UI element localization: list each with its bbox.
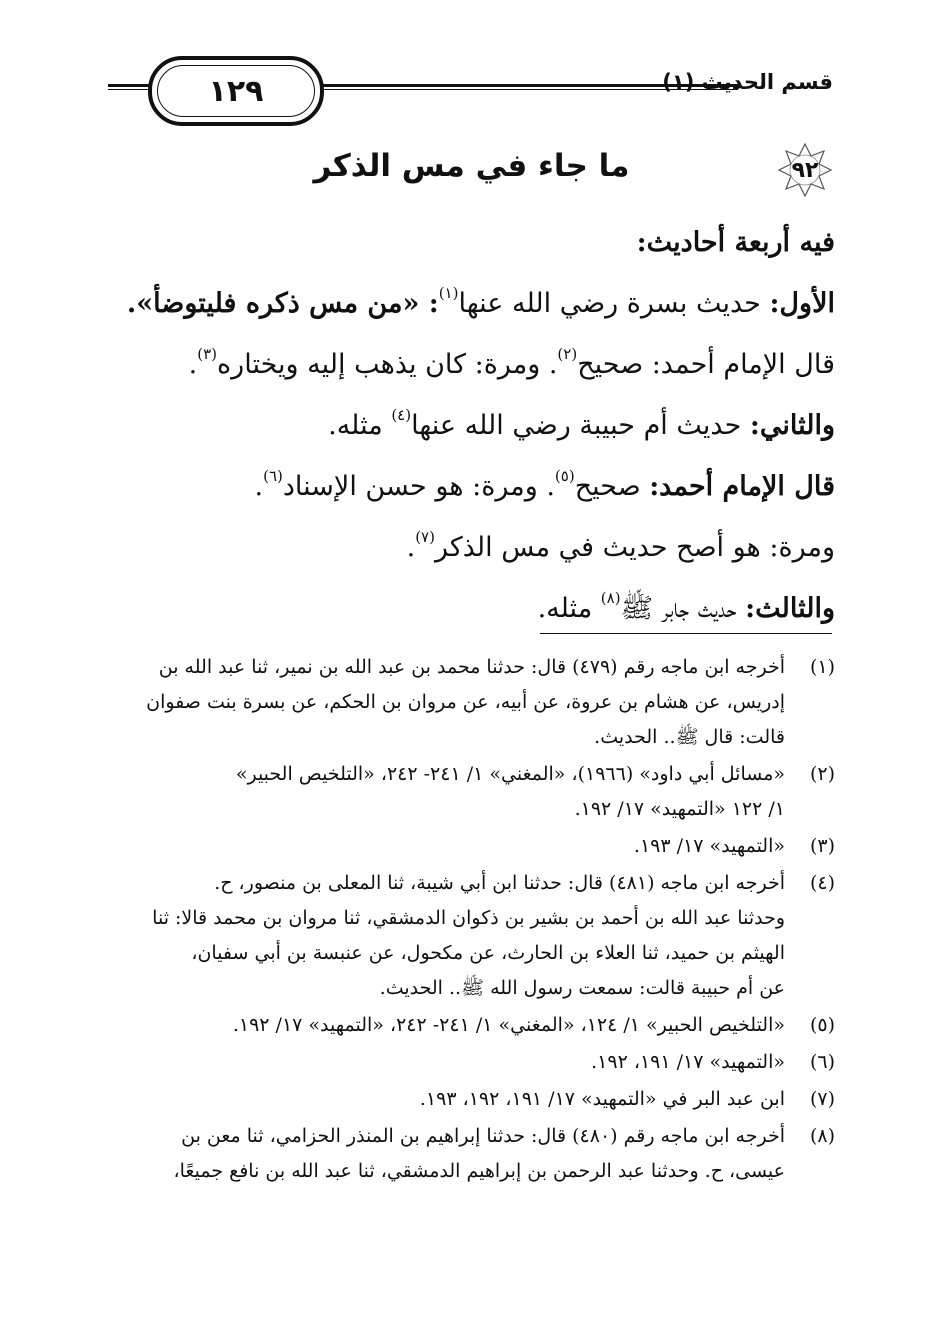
footnote-5 — [108, 1008, 835, 1043]
third-label: والثالث: — [745, 593, 835, 624]
footnote-7 — [108, 1082, 835, 1117]
footnote-8 — [108, 1119, 835, 1189]
second-end: مثله. — [328, 410, 392, 441]
third-end: مثله. — [537, 593, 601, 624]
footnote-ref-6[interactable]: (٦) — [263, 467, 283, 485]
ahmad-end-2: . — [254, 471, 264, 502]
page-number: ١٢٩ — [208, 73, 264, 109]
footnote-mark: (١) — [809, 656, 835, 678]
hadith-third — [108, 578, 835, 639]
page-number-frame — [148, 56, 324, 126]
footnote-mark: (٢) — [809, 763, 835, 785]
hadith-first — [108, 273, 835, 334]
ahmad-opinion-2 — [108, 456, 835, 517]
footnote-line: أخرجه ابن ماجه رقم (٤٧٩) قال: حدثنا محمد بن عبد الله بن نمير، ثنا عبد الله بن — [158, 656, 785, 678]
footnote-separator — [540, 633, 832, 634]
footnote-line: قالت: قال ﷺ.. الحديث. — [594, 726, 785, 748]
footnote-line: ابن عبد البر في «التمهيد» ١٧/ ١٩١، ١٩٢، ١٩٣. — [419, 1088, 785, 1110]
ahmad-end-1: . — [188, 349, 198, 380]
chapter-number: ٩٢ — [791, 157, 819, 183]
footnote-line: وحدثنا عبد الله بن أحمد بن بشير بن ذكوان الدمشقي، ثنا مروان بن محمد قالا: ثنا — [152, 907, 785, 929]
ahmad-text-2: صحيح — [574, 471, 650, 502]
footnote-line: عن أم حبيبة قالت: سمعت رسول الله ﷺ.. الحديث. — [379, 977, 785, 999]
footnote-line: أخرجه ابن ماجه (٤٨١) قال: حدثنا ابن أبي شيبة، ثنا المعلى بن منصور، ح. — [214, 872, 785, 894]
footnote-mark: (٦) — [809, 1051, 835, 1073]
ahmad-text-1b: . ومرة: كان يذهب إليه ويختاره — [217, 349, 558, 380]
running-head: قسم الحديث (١) — [662, 70, 833, 94]
footnote-mark: (٨) — [809, 1125, 835, 1147]
footnote-line: ١/ ١٢٢ «التمهيد» ١٧/ ١٩٢. — [574, 798, 785, 820]
first-text: حديث بسرة رضي الله عنها — [458, 288, 770, 319]
second-text: حديث أم حبيبة رضي الله عنها — [411, 410, 750, 441]
footnote-ref-7[interactable]: (٧) — [415, 528, 435, 546]
ahmad-label-2: قال الإمام أحمد: — [649, 471, 835, 502]
header-rule-left — [108, 84, 153, 90]
footnote-ref-4[interactable]: (٤) — [391, 406, 412, 424]
footnote-mark: (٥) — [809, 1014, 835, 1036]
hadith-second — [108, 395, 835, 456]
footnote-mark: (٤) — [809, 872, 835, 894]
first-quote: : «من مس ذكره فليتوضأ». — [126, 288, 439, 319]
footnote-line: أخرجه ابن ماجه رقم (٤٨٠) قال: حدثنا إبراهيم بن المنذر الحزامي، ثنا معن بن — [181, 1125, 785, 1147]
footnotes — [108, 650, 835, 1191]
footnote-mark: (٣) — [809, 835, 835, 857]
footnote-line: «التلخيص الحبير» ١/ ١٢٤، «المغني» ١/ ٢٤١- ٢٤٢، «التمهيد» ١٧/ ١٩٢. — [232, 1014, 785, 1036]
footnote-ref-3[interactable]: (٣) — [197, 345, 218, 363]
third-text: حديث جابر ﷺ — [620, 593, 746, 624]
main-text — [108, 212, 835, 639]
footnote-4 — [108, 866, 835, 1006]
footnote-line: «مسائل أبي داود» (١٩٦٦)، «المغني» ١/ ٢٤١- ٢٤٢، «التلخيص الحبير» — [235, 763, 785, 785]
footnote-ref-8[interactable]: (٨) — [600, 589, 621, 607]
footnote-ref-1[interactable]: (١) — [438, 284, 459, 302]
footnote-2 — [108, 757, 835, 827]
ahmad-text-3: ومرة: هو أصح حديث في مس الذكر — [434, 532, 835, 563]
footnote-6 — [108, 1045, 835, 1080]
page-header — [108, 50, 833, 130]
footnote-line: «التمهيد» ١٧/ ١٩٣. — [633, 835, 785, 857]
footnote-1 — [108, 650, 835, 755]
footnote-ref-2[interactable]: (٢) — [557, 345, 578, 363]
footnote-3 — [108, 829, 835, 864]
chapter-title: ما جاء في مس الذكر — [313, 148, 630, 184]
footnote-line: «التمهيد» ١٧/ ١٩١، ١٩٢. — [591, 1051, 785, 1073]
first-label: الأول: — [769, 288, 835, 319]
footnote-line: عيسى، ح. وحدثنا عبد الرحمن بن إبراهيم الدمشقي، ثنا عبد الله بن نافع جميعًا، — [173, 1160, 785, 1182]
footnote-ref-5[interactable]: (٥) — [554, 467, 575, 485]
chapter-heading — [110, 140, 833, 200]
footnote-mark: (٧) — [809, 1088, 835, 1110]
ahmad-text-2b: . ومرة: هو حسن الإسناد — [282, 471, 555, 502]
intro-line — [108, 212, 835, 273]
ahmad-opinion-1 — [108, 334, 835, 395]
intro-text: فيه أربعة أحاديث: — [636, 227, 835, 258]
ahmad-end-3: . — [406, 532, 416, 563]
second-label: والثاني: — [749, 410, 835, 441]
footnote-line: الهيثم بن حميد، ثنا العلاء بن الحارث، عن مكحول، عن عنبسة بن أبي سفيان، — [191, 942, 785, 964]
ahmad-text-1: قال الإمام أحمد: صحيح — [577, 349, 835, 380]
ahmad-opinion-3 — [108, 517, 835, 578]
footnote-line: إدريس، عن هشام بن عروة، عن أبيه، عن مروان بن الحكم، عن بسرة بنت صفوان — [146, 691, 785, 713]
